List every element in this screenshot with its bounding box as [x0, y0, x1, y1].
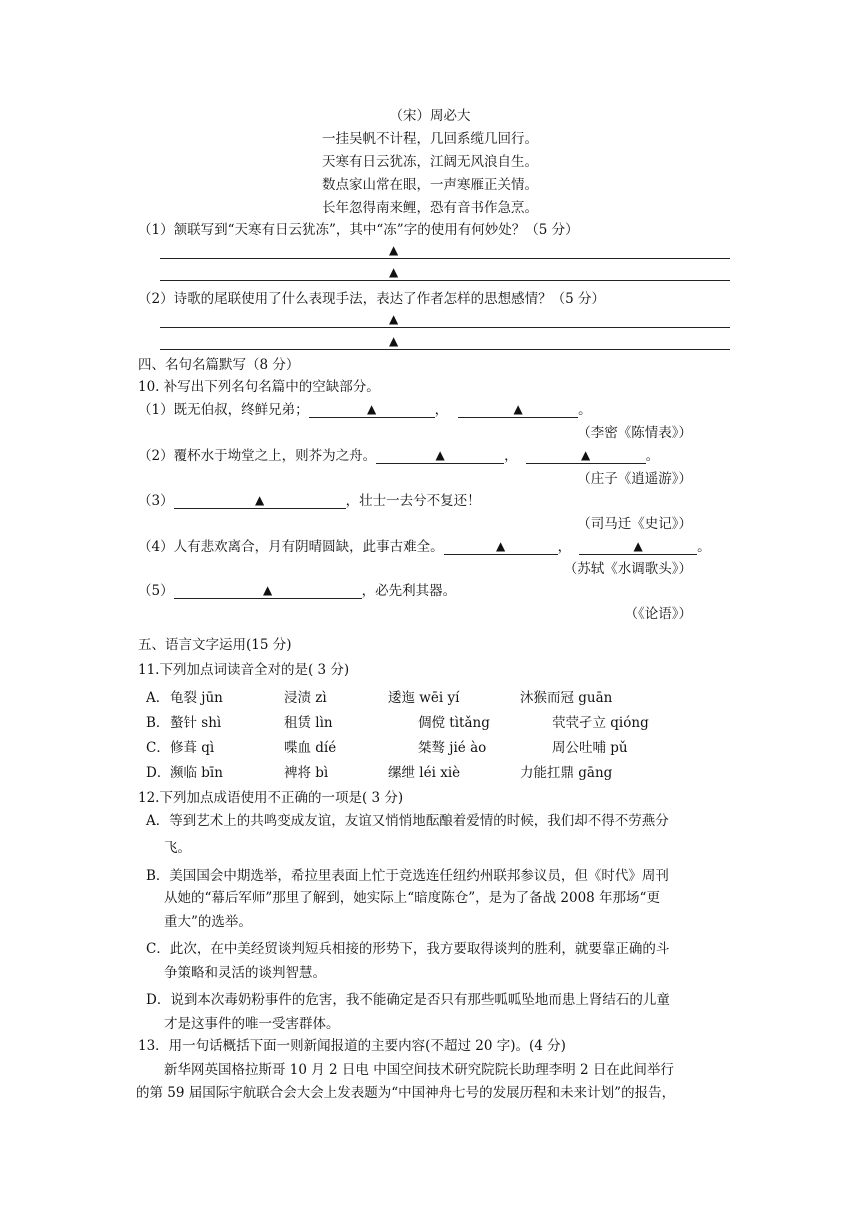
- answer-mark: ▲: [262, 583, 273, 597]
- option-cell: 修葺 qì: [170, 740, 215, 756]
- fill-blank[interactable]: [458, 401, 578, 418]
- answer-line: [160, 258, 730, 259]
- source-1: （李密《陈情表》）: [577, 425, 692, 441]
- q12-option-b-line-2: 从她的“幕后军师”那里了解到，她实际上“暗度陈仓”，是为了备战 2008 年那场“更: [164, 890, 660, 906]
- q12-option-b-line-1: B．美国国会中期选举，希拉里表面上忙于竞选连任纽约州联邦参议员，但《时代》周刊: [146, 868, 669, 884]
- q12-option-d-line-1: D．说到本次毒奶粉事件的危害，我不能确定是否只有那些呱呱坠地而患上肾结石的儿童: [146, 992, 670, 1008]
- fill-item-3: [138, 491, 481, 511]
- option-cell: 濒临 bīn: [170, 765, 223, 781]
- fill-mid: ，: [504, 448, 518, 464]
- option-cell: 沐猴而冠 guān: [520, 690, 613, 706]
- answer-mark: ▲: [495, 539, 506, 553]
- option-cell: 喋血 díé: [284, 740, 337, 756]
- answer-mark: ▲: [389, 243, 399, 257]
- fill-blank[interactable]: [526, 447, 646, 464]
- option-row-c: [146, 738, 706, 760]
- fill-blank[interactable]: [376, 447, 504, 464]
- option-letter: B．: [146, 715, 170, 731]
- fill-blank[interactable]: [174, 582, 362, 599]
- option-cell: 缧绁 léi xiè: [388, 765, 461, 781]
- news-paragraph-line-1: 新华网英国格拉斯哥 10 月 2 日电 中国空间技术研究院院长助理李明 2 日在此间举行: [164, 1062, 674, 1078]
- question-13: 13．用一句话概括下面一则新闻报道的主要内容(不超过 20 字)。(4 分): [138, 1038, 566, 1054]
- option-letter: C．: [146, 740, 170, 756]
- section-5-title: 五、语言文字运用(15 分): [138, 637, 292, 653]
- q12-option-d-line-2: 才是这事件的唯一受害群体。: [164, 1016, 340, 1032]
- source-3: （司马迁《史记》）: [577, 516, 692, 532]
- question-12: 12.下列加点成语使用不正确的一项是( 3 分): [138, 790, 404, 806]
- option-cell: 逶迤 wēi yí: [388, 690, 460, 706]
- fill-prefix: （1）既无伯叔，终鲜兄弟；: [138, 402, 309, 418]
- answer-mark: ▲: [513, 402, 523, 416]
- option-cell: 桀骜 jié ào: [418, 740, 487, 756]
- option-cell: 浸渍 zì: [284, 690, 327, 706]
- answer-mark: ▲: [389, 312, 399, 326]
- option-cell: 力能扛鼎 gāng: [520, 765, 613, 781]
- q12-option-a-line-1: A．等到艺术上的共鸣变成友谊，友谊又悄悄地酝酿着爱情的时候，我们却不得不劳燕分: [146, 813, 669, 829]
- section-4-title: 四、名句名篇默写（8 分）: [138, 357, 300, 373]
- source-4: （苏轼《水调歌头》）: [563, 561, 692, 577]
- option-letter: D．: [146, 765, 171, 781]
- fill-suffix: ，必先利其器。: [361, 583, 457, 599]
- source-2: （庄子《逍遥游》）: [577, 471, 692, 487]
- fill-item-2: [138, 446, 659, 466]
- option-row-b: [146, 713, 706, 735]
- fill-suffix: 。: [578, 402, 592, 418]
- fill-mid: ，: [434, 402, 449, 418]
- answer-mark: ▲: [254, 493, 265, 507]
- news-paragraph-line-2: 的第 59 届国际宇航联合会大会上发表题为“中国神舟七号的发展历程和未来计划”的报告，: [136, 1085, 676, 1101]
- fill-suffix: ，壮士一去兮不复还！: [345, 493, 481, 509]
- poem-question-2: （2）诗歌的尾联使用了什么表现手法，表达了作者怎样的思想感情？（5 分）: [138, 291, 605, 307]
- q12-option-b-line-3: 重大”的选举。: [164, 914, 252, 930]
- option-cell: 裨将 bì: [284, 765, 329, 781]
- fill-item-5: [138, 581, 456, 601]
- fill-prefix: （2）覆杯水于坳堂之上，则芥为之舟。: [138, 448, 377, 464]
- option-cell: 倜傥 tìtǎng: [418, 715, 490, 731]
- fill-blank[interactable]: [579, 538, 697, 555]
- fill-prefix: （4）人有悲欢离合，月有阴晴圆缺，此事古难全。: [138, 539, 444, 555]
- answer-line: [160, 280, 730, 281]
- source-5: （《论语》）: [624, 606, 692, 622]
- answer-mark: ▲: [435, 448, 445, 462]
- fill-prefix: （5）: [138, 583, 174, 599]
- poem-line-2: 天寒有日云犹冻，江阔无风浪自生。: [322, 154, 538, 170]
- fill-item-1: [138, 400, 592, 420]
- option-cell: 龟裂 jūn: [170, 690, 223, 706]
- fill-suffix: 。: [697, 539, 711, 555]
- fill-prefix: （3）: [138, 493, 174, 509]
- q12-option-c-line-1: C．此次，在中美经贸谈判短兵相接的形势下，我方要取得谈判的胜利，就要靠正确的斗: [146, 941, 670, 957]
- q12-option-a-line-2: 飞。: [164, 840, 191, 856]
- answer-mark: ▲: [366, 402, 377, 416]
- answer-mark: ▲: [389, 334, 399, 348]
- poem-author: （宋）周必大: [389, 108, 471, 124]
- answer-mark: ▲: [389, 265, 399, 279]
- poem-line-4: 长年忽得南来鲤，恐有音书作急烹。: [322, 200, 538, 216]
- poem-question-1: （1）颔联写到“天寒有日云犹冻”，其中“冻”字的使用有何妙处？（5 分）: [138, 222, 579, 238]
- option-row-d: [146, 763, 706, 785]
- option-cell: 茕茕孑立 qióng: [552, 715, 649, 731]
- option-letter: A．: [146, 690, 170, 706]
- q12-option-c-line-2: 争策略和灵活的谈判智慧。: [164, 965, 326, 981]
- question-11: 11.下列加点词读音全对的是( 3 分): [138, 662, 350, 678]
- poem-line-1: 一挂吴帆不计程，几回系缆几回行。: [322, 131, 538, 147]
- fill-blank[interactable]: [174, 492, 346, 509]
- option-cell: 螯针 shì: [170, 715, 222, 731]
- fill-item-4: [138, 537, 711, 557]
- poem-line-3: 数点家山常在眼，一声寒雁正关情。: [322, 177, 538, 193]
- option-row-a: [146, 688, 706, 710]
- answer-line: [160, 349, 730, 350]
- fill-mid: ，: [557, 539, 572, 555]
- fill-suffix: 。: [645, 448, 660, 464]
- option-cell: 租赁 lìn: [284, 715, 333, 731]
- answer-mark: ▲: [633, 539, 643, 553]
- fill-blank[interactable]: [444, 538, 558, 555]
- question-10: 10. 补写出下列名句名篇中的空缺部分。: [138, 379, 380, 395]
- option-cell: 周公吐哺 pǔ: [552, 740, 628, 756]
- answer-mark: ▲: [580, 448, 591, 462]
- answer-line: [160, 327, 730, 328]
- fill-blank[interactable]: [309, 401, 435, 418]
